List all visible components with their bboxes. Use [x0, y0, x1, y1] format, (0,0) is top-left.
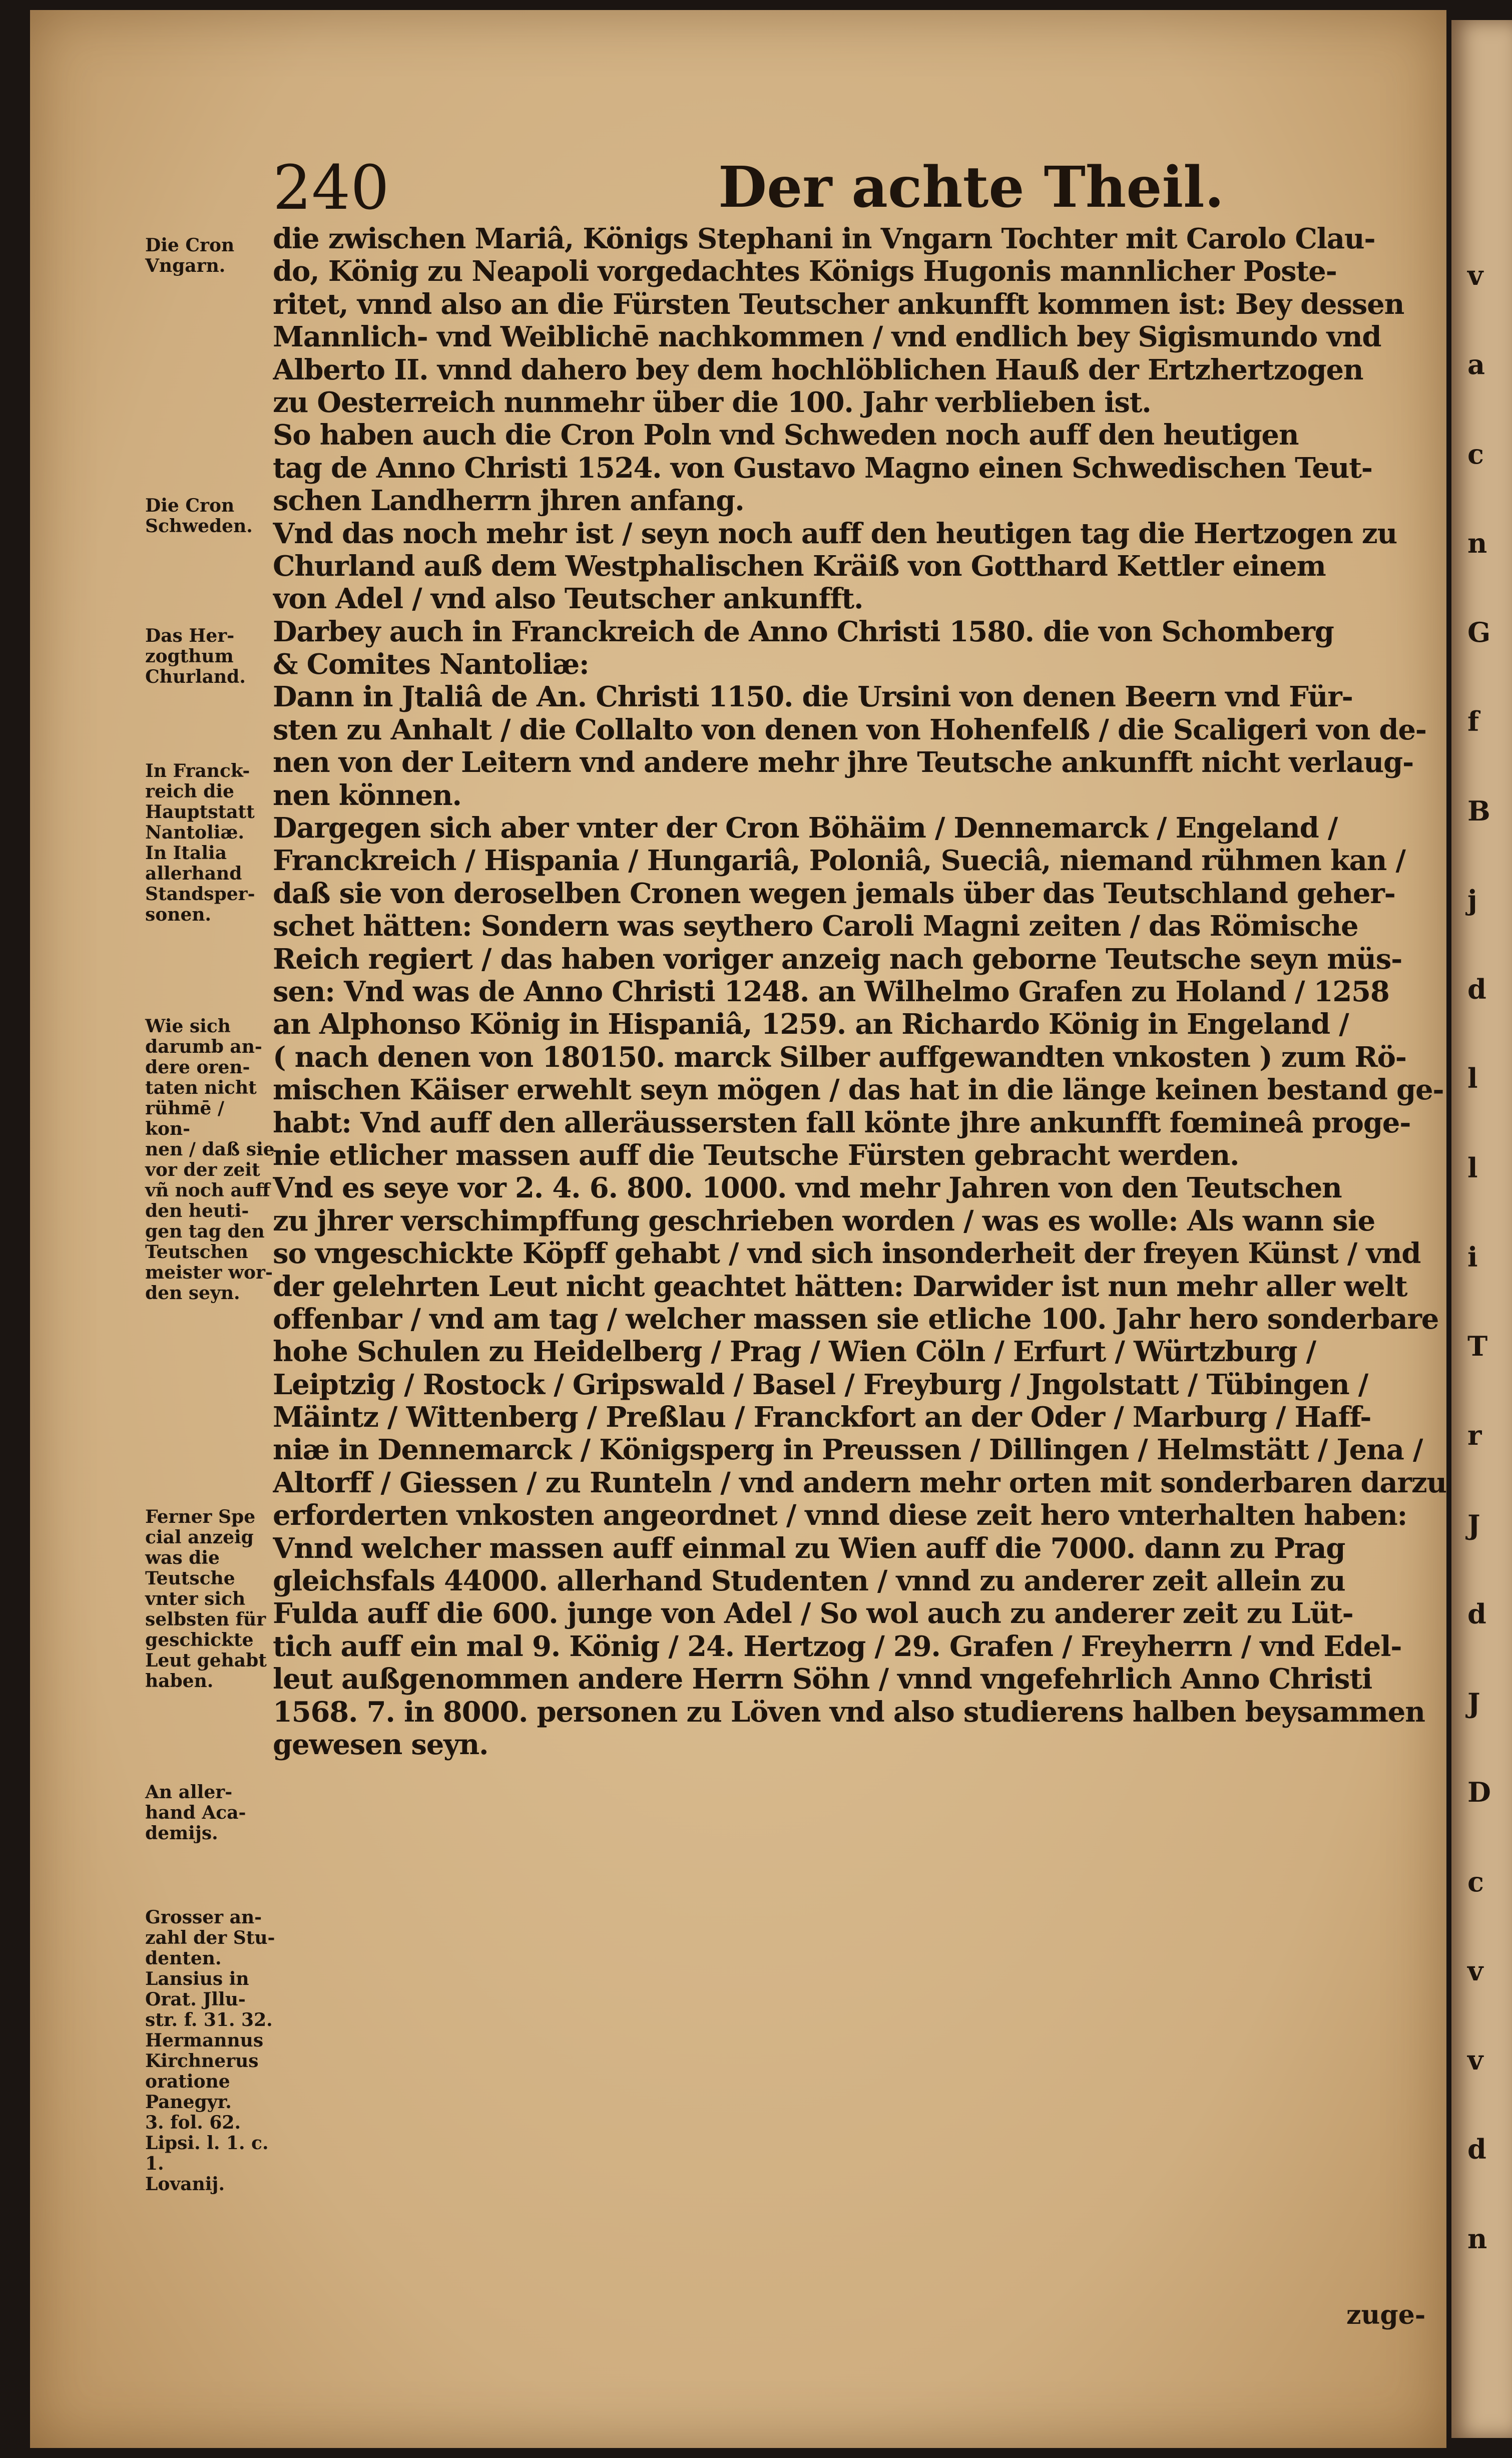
facing-page-fragment: d: [1467, 1598, 1486, 1630]
text-line: Vnd das noch mehr ist / seyn noch auff den heutigen tag die Hertzogen zu: [273, 517, 1397, 550]
text-line: hohe Schulen zu Heidelberg / Prag / Wien Cöln / Erfurt / Würtzburg /: [273, 1336, 1316, 1369]
text-line: Franckreich / Hispania / Hungariâ, Poloniâ, Sueciâ, niemand rühmen kan /: [273, 845, 1405, 878]
text-line: schet hätten: Sondern was seythero Caroli Magni zeiten / das Römische: [273, 910, 1358, 943]
facing-page-fragment: i: [1467, 1241, 1478, 1273]
text-line: Mannlich- vnd Weiblichē nachkommen / vnd endlich bey Sigismundo vnd: [273, 321, 1381, 354]
facing-page-fragment: B: [1467, 795, 1490, 827]
facing-page-fragment: G: [1467, 616, 1491, 648]
catchword: zuge-: [1346, 2300, 1426, 2330]
text-line: zu Oesterreich nunmehr über die 100. Jahr verblieben ist.: [273, 386, 1151, 419]
margin-notes: [145, 235, 275, 2438]
margin-note: Wie sich darumb an- dere oren- taten nicht rühmē / kon- nen / daß sie vor der zeit vñ noch auff den heuti- gen tag den Teutschen meister wor- den seyn.: [145, 1016, 275, 1304]
facing-page-fragment: l: [1467, 1152, 1478, 1184]
text-line: Fulda auff die 600. junge von Adel / So wol auch zu anderer zeit zu Lüt-: [273, 1597, 1353, 1630]
margin-note: Das Her- zogthum Churland.: [145, 625, 246, 687]
text-line: Reich regiert / das haben voriger anzeig nach geborne Teutsche seyn müs-: [273, 943, 1402, 976]
facing-page-fragment: J: [1467, 1687, 1480, 1719]
text-line: & Comites Nantoliæ:: [273, 648, 589, 681]
text-line: mischen Käiser erwehlt seyn mögen / das hat in die länge keinen bestand ge-: [273, 1074, 1444, 1107]
text-line: Mäintz / Wittenberg / Preßlau / Franckfort an der Oder / Marburg / Haff-: [273, 1401, 1371, 1434]
facing-page-fragment: n: [1467, 527, 1487, 559]
facing-page-fragment: v: [1467, 2044, 1483, 2076]
facing-page-fragment: v: [1467, 1955, 1483, 1987]
facing-page-fragment: v: [1467, 259, 1483, 291]
facing-page-fragment: c: [1467, 438, 1484, 470]
facing-page-fragment: j: [1467, 884, 1477, 916]
text-line: offenbar / vnd am tag / welcher massen sie etliche 100. Jahr hero sonderbare: [273, 1303, 1439, 1336]
facing-page-fragment: l: [1467, 1062, 1478, 1094]
text-line: tich auff ein mal 9. König / 24. Hertzog / 29. Grafen / Freyherrn / vnd Edel-: [273, 1630, 1402, 1663]
margin-note: Die Cron Schweden.: [145, 495, 253, 537]
text-line: gewesen seyn.: [273, 1728, 488, 1761]
text-line: Dargegen sich aber vnter der Cron Böhäim / Dennemarck / Engeland /: [273, 812, 1338, 845]
facing-page-fragment: D: [1467, 1776, 1491, 1808]
text-line: Altorff / Giessen / zu Runteln / vnd andern mehr orten mit sonderbaren darzu: [273, 1466, 1446, 1499]
text-line: habt: Vnd auff den alleräussersten fall könte jhre ankunfft fœmineâ proge-: [273, 1106, 1411, 1139]
margin-note: An aller- hand Aca- demijs.: [145, 1782, 246, 1844]
text-line: sten zu Anhalt / die Collalto von denen von Hohenfelß / die Scaligeri von de-: [273, 713, 1426, 746]
text-line: tag de Anno Christi 1524. von Gustavo Magno einen Schwedischen Teut-: [273, 452, 1372, 485]
facing-page-fragment: n: [1467, 2223, 1487, 2255]
text-line: erforderten vnkosten angeordnet / vnnd diese zeit hero vnterhalten haben:: [273, 1499, 1407, 1532]
text-line: an Alphonso König in Hispaniâ, 1259. an Richardo König in Engeland /: [273, 1008, 1349, 1041]
text-line: 1568. 7. in 8000. personen zu Löven vnd also studierens halben beysammen: [273, 1696, 1425, 1729]
text-line: Dann in Jtaliâ de An. Christi 1150. die Ursini von denen Beern vnd Für-: [273, 681, 1353, 714]
text-line: ( nach denen von 180150. marck Silber auffgewandten vnkosten ) zum Rö-: [273, 1041, 1406, 1074]
text-line: schen Landherrn jhren anfang.: [273, 485, 744, 518]
text-line: nen können.: [273, 779, 461, 812]
facing-page-fragment: d: [1467, 2133, 1486, 2165]
facing-page-fragment: d: [1467, 973, 1486, 1005]
text-line: Vnd es seye vor 2. 4. 6. 800. 1000. vnd mehr Jahren von den Teutschen: [273, 1172, 1342, 1205]
facing-page-fragment: f: [1467, 705, 1479, 737]
facing-page-fragment: T: [1467, 1330, 1488, 1362]
facing-page-fragment: a: [1467, 348, 1485, 380]
text-line: Alberto II. vnnd dahero bey dem hochlöblichen Hauß der Ertzhertzogen: [273, 353, 1363, 386]
text-line: leut außgenommen andere Herrn Söhn / vnnd vngefehrlich Anno Christi: [273, 1663, 1372, 1696]
text-line: der gelehrten Leut nicht geachtet hätten: Darwider ist nun mehr aller welt: [273, 1270, 1407, 1303]
text-line: nen von der Leitern vnd andere mehr jhre Teutsche ankunfft nicht verlaug-: [273, 746, 1414, 779]
text-line: gleichsfals 44000. allerhand Studenten / vnnd zu anderer zeit allein zu: [273, 1565, 1345, 1598]
text-line: nie etlicher massen auff die Teutsche Fürsten gebracht werden.: [273, 1139, 1239, 1172]
text-line: niæ in Dennemarck / Königsperg in Preussen / Dillingen / Helmstätt / Jena /: [273, 1434, 1423, 1467]
facing-page-fragment: c: [1467, 1866, 1484, 1898]
page-number: 240: [273, 152, 389, 223]
margin-note: Ferner Spe cial anzeig was die Teutsche vnter sich selbsten für geschickte Leut gehabt haben.: [145, 1506, 267, 1692]
facing-page-text: [1461, 0, 1512, 2458]
text-line: die zwischen Mariâ, Königs Stephani in Vngarn Tochter mit Carolo Clau-: [273, 223, 1375, 255]
text-line: von Adel / vnd also Teutscher ankunfft.: [273, 583, 863, 616]
text-line: Darbey auch in Franckreich de Anno Christi 1580. die von Schomberg: [273, 615, 1334, 648]
running-title: Der achte Theil.: [718, 155, 1224, 220]
text-line: do, König zu Neapoli vorgedachtes Königs Hugonis mannlicher Poste-: [273, 255, 1337, 288]
text-line: Leiptzig / Rostock / Gripswald / Basel / Freyburg / Jngolstatt / Tübingen /: [273, 1368, 1368, 1401]
facing-page-fragment: r: [1467, 1419, 1482, 1451]
text-line: So haben auch die Cron Poln vnd Schweden noch auff den heutigen: [273, 419, 1299, 452]
text-line: zu jhrer verschimpffung geschrieben worden / was es wolle: Als wann sie: [273, 1204, 1375, 1238]
text-line: ritet, vnnd also an die Fürsten Teutscher ankunfft kommen ist: Bey dessen: [273, 288, 1404, 321]
text-line: so vngeschickte Köpff gehabt / vnd sich insonderheit der freyen Künst / vnd: [273, 1238, 1421, 1271]
margin-note: Grosser an- zahl der Stu- denten. Lansius in Orat. Jllu- str. f. 31. 32. Hermannus Kirchnerus oratione Panegyr. 3. fol. 62. Lipsi. l. 1. c. 1. Lovanij.: [145, 1907, 275, 2195]
margin-note: Die Cron Vngarn.: [145, 235, 235, 276]
margin-note: In Franck- reich die Hauptstatt Nantoliæ. In Italia allerhand Standsper- sonen.: [145, 760, 255, 925]
text-line: sen: Vnd was de Anno Christi 1248. an Wilhelmo Grafen zu Holand / 1258: [273, 975, 1389, 1008]
facing-page-fragment: J: [1467, 1509, 1480, 1541]
text-line: Churland auß dem Westphalischen Kräiß von Gotthard Kettler einem: [273, 550, 1326, 583]
body-text: [273, 223, 1446, 1761]
text-line: Vnnd welcher massen auff einmal zu Wien auff die 7000. dann zu Prag: [273, 1532, 1345, 1565]
text-line: daß sie von deroselben Cronen wegen jemals über das Teutschland geher-: [273, 877, 1395, 910]
